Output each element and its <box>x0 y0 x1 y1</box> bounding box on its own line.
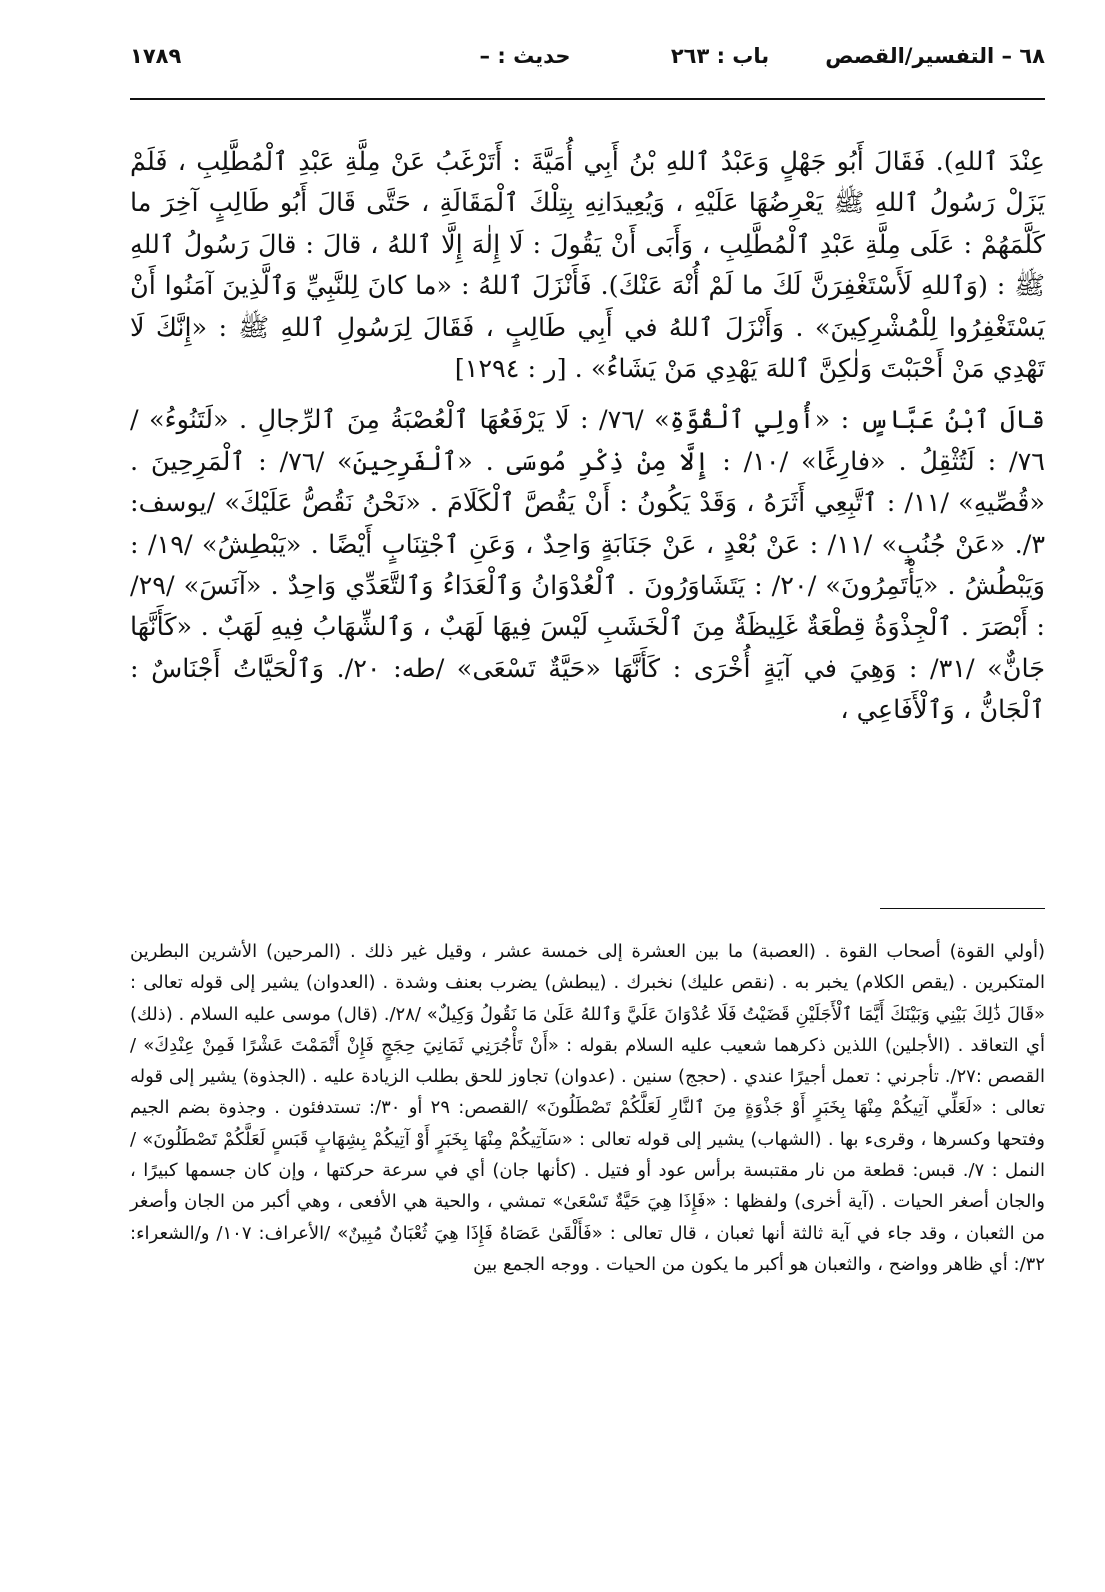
main-paragraph: عِنْدَ ٱللهِ). فَقَالَ أَبُو جَهْلٍ وَعَبْدُ ٱللهِ بْنُ أَبِي أُمَيَّةَ : أَتَرْغَبُ عَنْ مِلَّةِ عَبْدِ ٱلْمُطَّلِبِ ، فَلَمْ يَزَلْ رَسُولُ ٱللهِ ﷺ يَعْرِضُهَا عَلَيْهِ ، وَيُعِيدَانِهِ بِتِلْكَ ٱلْمَقَالَةِ ، حَتَّى قَالَ أَبُو طَالِبٍ آخِرَ ما كَلَّمَهُمْ : عَلَى مِلَّةِ عَبْدِ ٱلْمُطَّلِبِ ، وَأَبَى أَنْ يَقُولَ : لَا إِلٰهَ إِلَّا ٱللهُ ، قالَ : قالَ رَسُولُ ٱللهِ ﷺ : (وَٱللهِ لَأَسْتَغْفِرَنَّ لَكَ ما لَمْ أُنْهَ عَنْكَ). فَأَنْزَلَ ٱللهُ : «ما كانَ لِلنَّبِيِّ وَٱلَّذِينَ آمَنُوا أَنْ يَسْتَغْفِرُوا لِلْمُشْرِكِينَ» . وَأَنْزَلَ ٱللهُ في أَبِي طَالِبٍ ، فَقَالَ لِرَسُولِ ٱللهِ ﷺ : «إِنَّكَ لَا تَهْدِي مَنْ أَحْبَبْتَ وَلٰكِنَّ ٱللهَ يَهْدِي مَنْ يَشَاءُ» . [ر : ١٢٩٤] <box>130 147 1045 385</box>
bab-number: باب : ٢٦٣ <box>670 44 770 68</box>
hadith-number: حديث : – <box>479 44 571 68</box>
main-text <box>130 142 1045 732</box>
footnotes <box>130 936 1045 1280</box>
footnote-divider <box>880 908 1045 909</box>
running-header <box>130 44 1045 84</box>
header-divider <box>130 98 1045 100</box>
chapter-title: ٦٨ – التفسير/القصص <box>825 44 1045 68</box>
footnote-text: (أولي القوة) أصحاب القوة . (العصبة) ما بين العشرة إلى خمسة عشر ، وقيل غير ذلك . (المرحين) الأشرين البطرين المتكبرين . (يقص الكلام) يخبر به . (نقص عليك) نخبرك . (يبطش) يضرب بعنف وشدة . (العدوان) يشير إلى قوله تعالى : «قَالَ ذَٰلِكَ بَيْنِي وَبَيْنَكَ أَيَّمَا ٱلْأَجَلَيْنِ قَضَيْتُ فَلَا عُدْوَانَ عَلَيَّ وَٱللهُ عَلَىٰ مَا نَقُولُ وَكِيلٌ» /٢٨/. (قال) موسى عليه السلام . (ذلك) أي التعاقد . (الأجلين) اللذين ذكرهما شعيب عليه السلام بقوله : «أَنْ تَأْجُرَنِي ثَمَانِيَ حِجَجٍ فَإِنْ أَتْمَمْتَ عَشْرًا فَمِنْ عِنْدِكَ» / القصص :٢٧/. تأجرني : تعمل أجيرًا عندي . (حجج) سنين . (عدوان) تجاوز للحق بطلب الزيادة عليه . (الجذوة) يشير إلى قوله تعالى : «لَعَلِّي آتِيكُمْ مِنْهَا بِخَبَرٍ أَوْ جَذْوَةٍ مِنَ ٱلنَّارِ لَعَلَّكُمْ تَصْطَلُونَ» /القصص: ٢٩ أو ٣٠/: تستدفئون . وجذوة بضم الجيم وفتحها وكسرها ، وقرىء بها . (الشهاب) يشير إلى قوله تعالى : «سَآتِيكُمْ مِنْهَا بِخَبَرٍ أَوْ آتِيكُمْ بِشِهَابٍ قَبَسٍ لَعَلَّكُمْ تَصْطَلُونَ» /النمل : ٧/. قبس: قطعة من نار مقتبسة برأس عود أو فتيل . (كأنها جان) أي في سرعة حركتها ، وإن كان جسمها كبيرًا ، والجان أصغر الحيات . (آية أخرى) ولفظها : «فَإِذَا هِيَ حَيَّةٌ تَسْعَىٰ» تمشي ، والحية هي الأفعى ، وهي أكبر من الجان وأصغر من الثعبان ، وقد جاء في آية ثالثة أنها ثعبان ، قال تعالى : «فَأَلْقَىٰ عَصَاهُ فَإِذَا هِيَ ثُعْبَانٌ مُبِينٌ» /الأعراف: ١٠٧/ و/الشعراء: ٣٢/: أي ظاهر وواضح ، والثعبان هو أكبر ما يكون من الحيات . ووجه الجمع بين <box>130 941 1046 1275</box>
page-number: ١٧٨٩ <box>130 44 182 68</box>
main-paragraph: قالَ ٱبْنُ عَبَّاسٍ : «أُولِي ٱلْقُوَّةِ» /٧٦/ : لَا يَرْفَعُهَا ٱلْعُصْبَةُ مِنَ ٱلرِّجالِ . «لَتَنُوءُ» /٧٦/ : لَتُثْقِلُ . «فارِغًا» /١٠/ : إِلَّا مِنْ ذِكْرِ مُوسَى . «ٱلْفَرِحِينَ» /٧٦/ : ٱلْمَرِحِينَ . «قُصِّيهِ» /١١/ : ٱتَّبِعِي أَثَرَهُ ، وَقَدْ يَكُونُ : أَنْ يَقُصَّ ٱلْكَلَامَ . «نَحْنُ نَقُصُّ عَلَيْكَ» /يوسف: ٣/. «عَنْ جُنُبٍ» /١١/ : عَنْ بُعْدٍ ، عَنْ جَنَابَةٍ وَاحِدٌ ، وَعَنِ ٱجْتِنَابٍ أَيْضًا . «يَبْطِشُ» /١٩/ : وَيَبْطُشُ . «يَأْتَمِرُونَ» /٢٠/ : يَتَشَاوَرُونَ . ٱلْعُدْوَانُ وَٱلْعَدَاءُ وَٱلتَّعَدِّي وَاحِدٌ . «آنَسَ» /٢٩/ : أَبْصَرَ . ٱلْجِذْوَةُ قِطْعَةٌ غَلِيظَةٌ مِنَ ٱلْخَشَبِ لَيْسَ فِيهَا لَهَبٌ ، وَٱلشِّهَابُ فِيهِ لَهَبٌ . «كَأَنَّهَا جَانٌّ» /٣١/ : وَهِيَ في آيَةٍ أُخْرَى : كَأَنَّهَا «حَيَّةٌ تَسْعَى» /طه: ٢٠/. وَٱلْحَيَّاتُ أَجْنَاسٌ : ٱلْجَانُّ ، وَٱلْأَفَاعِي ، <box>130 405 1046 726</box>
